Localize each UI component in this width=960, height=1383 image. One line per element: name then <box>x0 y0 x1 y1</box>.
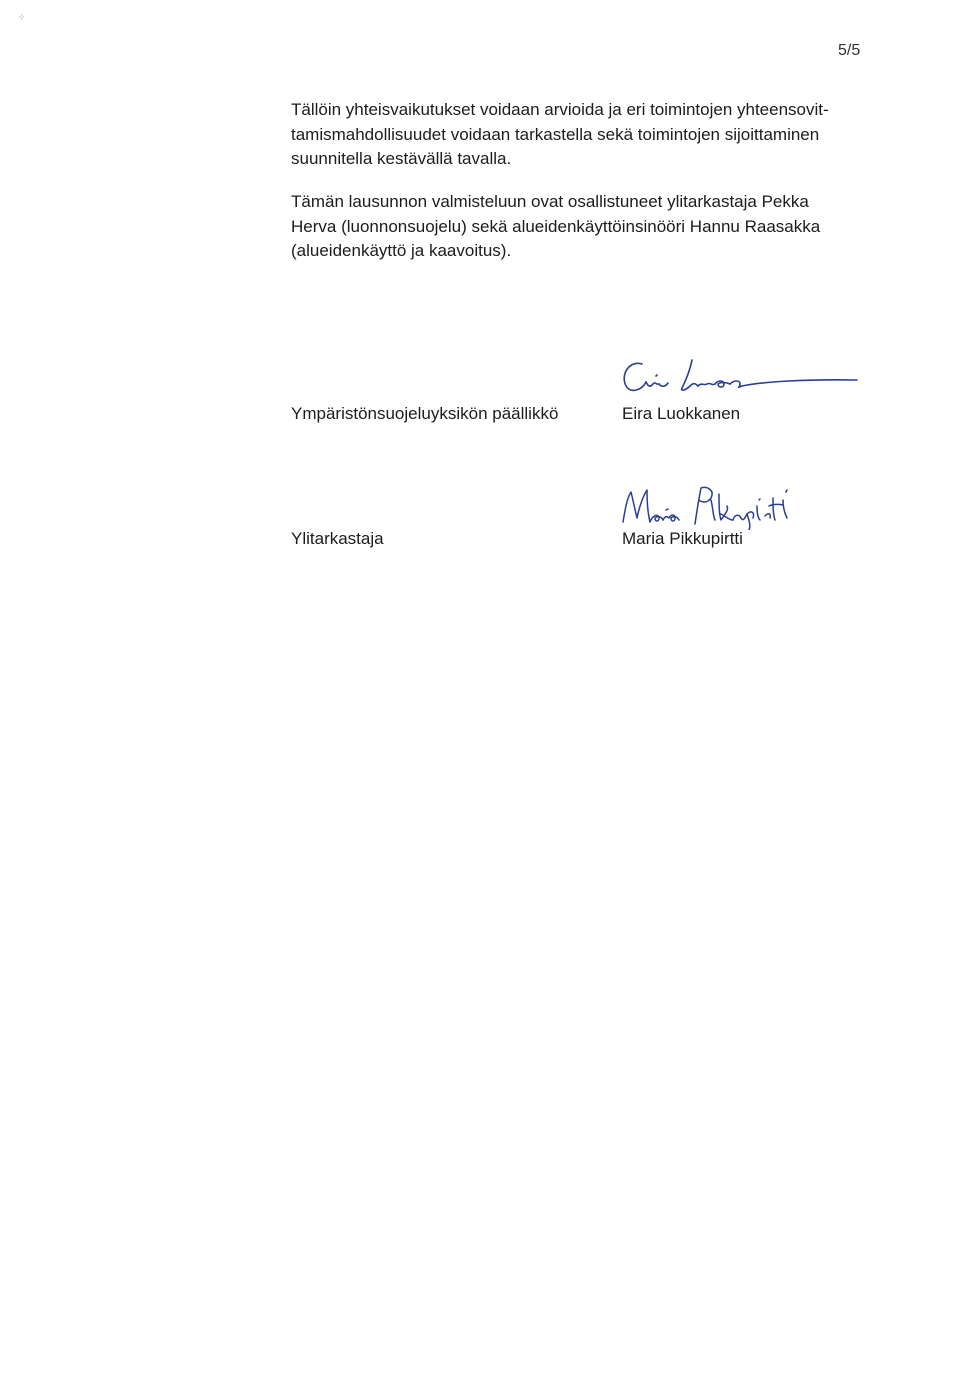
signature-eira-luokkanen <box>612 352 862 402</box>
paragraph <box>291 190 891 264</box>
signatory-name: Maria Pikkupirtti <box>622 529 743 548</box>
paragraph-line: Herva (luonnonsuojelu) sekä alueidenkäyttöinsinööri Hannu Raasakka <box>291 216 821 236</box>
signatory-role: Ylitarkastaja <box>291 529 384 548</box>
paragraph-line: suunnitella kestävällä tavalla. <box>291 149 512 168</box>
scan-artifact-icon: ✧ <box>18 12 26 22</box>
signature-maria-pikkupirtti <box>615 480 795 530</box>
paragraph <box>291 98 891 172</box>
signatory-role: Ympäristönsuojeluyksikön päällikkö <box>291 404 559 423</box>
paragraph-line: (alueidenkäyttö ja kaavoitus). <box>291 241 512 260</box>
paragraph-line: Tämän lausunnon valmisteluun ovat osallistuneet ylitarkastaja Pekka <box>291 192 809 211</box>
paragraph-line: Tällöin yhteisvaikutukset voidaan arvioida ja eri toimintojen yhteensovit- <box>291 100 829 119</box>
paragraph-line: tamismahdollisuudet voidaan tarkastella sekä toimintojen sijoittaminen <box>291 124 820 144</box>
page-number: 5/5 <box>838 42 861 59</box>
signatory-name: Eira Luokkanen <box>622 404 741 423</box>
